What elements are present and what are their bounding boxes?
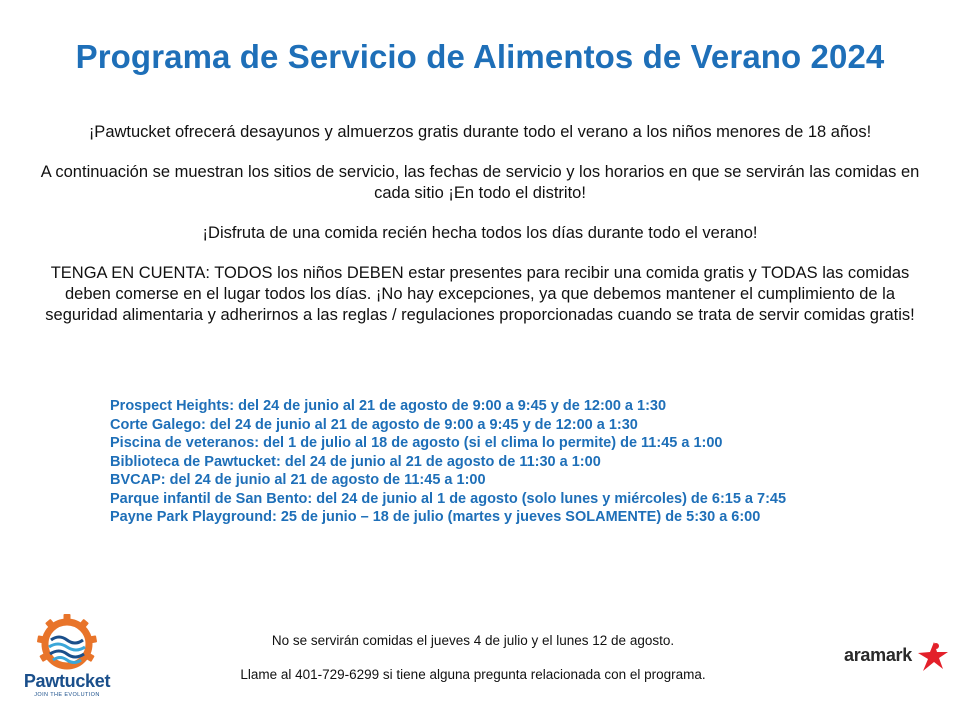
pawtucket-wordmark: Pawtucket [23, 671, 111, 691]
site-item: Piscina de veteranos: del 1 de julio al 18 de agosto (si el clima lo permite) de 11:45 a 1:00 [110, 435, 723, 451]
no-service-note: No se servirán comidas el jueves 4 de julio y el lunes 12 de agosto. [271, 633, 675, 648]
site-item: Prospect Heights: del 24 de junio al 21 de agosto de 9:00 a 9:45 y de 12:00 a 1:30 [110, 398, 667, 414]
site-item: Payne Park Playground: 25 de junio – 18 de julio (martes y jueves SOLAMENTE) de 5:30 a 6:00 [110, 509, 761, 525]
site-item: BVCAP: del 24 de junio al 21 de agosto de 11:45 a 1:00 [110, 472, 486, 488]
aramark-wordmark: aramark [844, 645, 912, 665]
site-item: Parque infantil de San Bento: del 24 de junio al 1 de agosto (solo lunes y miércoles) de 6:15 a 7:45 [110, 490, 787, 507]
service-sites-list [110, 397, 930, 527]
contact-note: Llame al 401-729-6299 si tiene alguna pregunta relacionada con el programa. [240, 667, 706, 682]
site-item: Biblioteca de Pawtucket: del 24 de junio al 21 de agosto de 11:30 a 1:00 [110, 453, 601, 470]
page-title: Programa de Servicio de Alimentos de Verano 2024 [75, 38, 885, 75]
intro-paragraph: TENGA EN CUENTA: TODOS los niños DEBEN estar presentes para recibir una comida gratis y TODAS las comidas deben comerse en el lugar todos los días. ¡No hay excepciones, ya que debemos mantener el cumplimiento de la seguridad alimentaria y adherirnos a las reglas / regulaciones proporcionadas cuando se trata de servir comidas gratis! [45, 264, 915, 324]
intro-paragraph: ¡Disfruta de una comida recién hecha todos los días durante todo el verano! [202, 224, 758, 242]
aramark-star-icon [914, 640, 950, 674]
pawtucket-tagline: JOIN THE EVOLUTION [34, 692, 100, 698]
intro-paragraph: A continuación se muestran los sitios de servicio, las fechas de servicio y los horarios en que se servirán las comidas en cada sitio ¡En todo el distrito! [40, 163, 920, 202]
site-item: Corte Galego: del 24 de junio al 21 de agosto de 9:00 a 9:45 y de 12:00 a 1:30 [110, 416, 638, 433]
footer-notes [160, 632, 786, 700]
pawtucket-logo [14, 612, 120, 702]
intro-text [28, 122, 932, 345]
pawtucket-emblem-icon [14, 612, 120, 672]
intro-paragraph: ¡Pawtucket ofrecerá desayunos y almuerzos gratis durante todo el verano a los niños menores de 18 años! [88, 123, 872, 141]
aramark-logo [842, 640, 948, 674]
